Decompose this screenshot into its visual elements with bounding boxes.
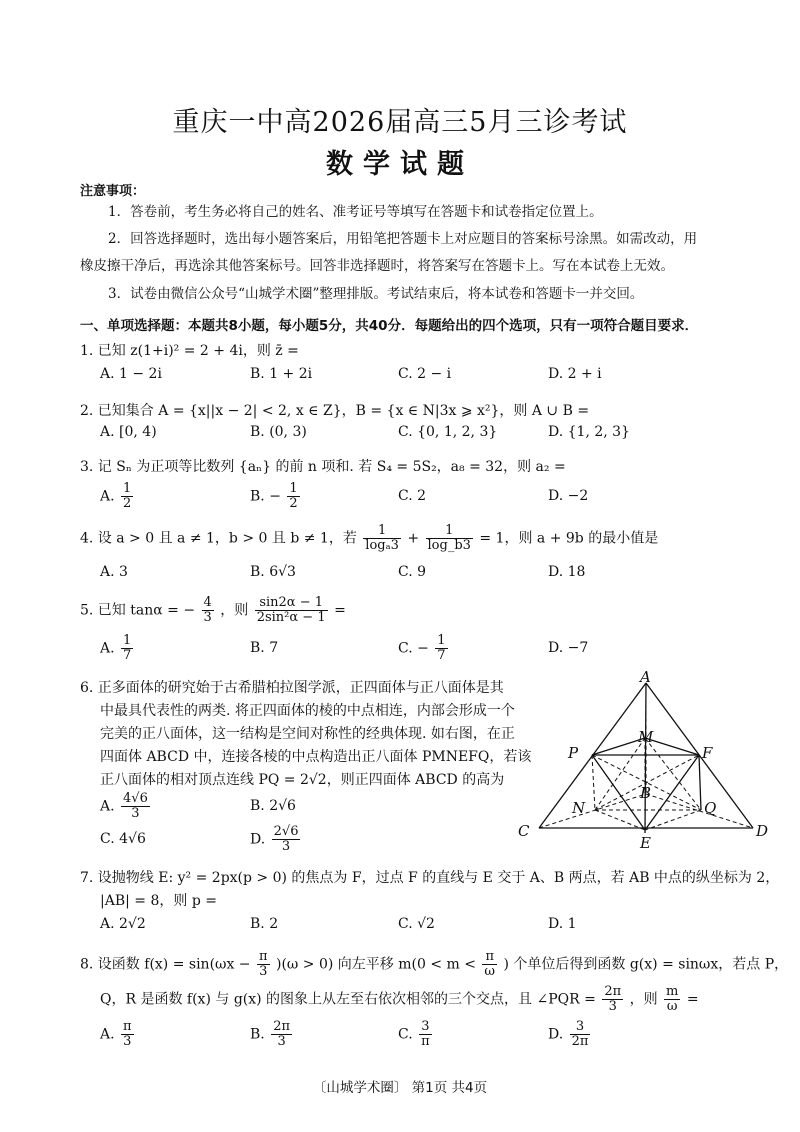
q8-option-a-fraction: $\frac{\pi}{3}$ <box>123 1019 132 1049</box>
q5-option-c-fraction: $\frac{1}{7}$ <box>437 633 446 663</box>
label-e: E <box>640 834 651 850</box>
q3-option-b-fraction: $\frac{1}{2}$ <box>289 481 298 511</box>
q5-option-b: B. 7 <box>250 640 279 656</box>
q7-option-b: B. 2 <box>250 916 279 932</box>
notice-item-1: 1．答卷前，考生务必将自己的姓名、准考证号等填写在答题卡和试卷指定位置上。 <box>108 204 603 220</box>
q1-option-a: A. 1 − 2i <box>100 366 162 382</box>
question-7-line-1: 7. 设抛物线 E: y² = 2px(p > 0) 的焦点为 F，过点 F 的直线与 E 交于 A、B 两点，若 AB 中点的纵坐标为 2， <box>80 870 780 886</box>
question-8-line-1: 8. 设函数 f(x) = sin(ωx − $\frac{\pi}{3}$ )(ω > 0) 向左平移 m(0 < m < $\frac{\pi}{\omega}$ ) 个单位后得到函数 g(x) = sinωx，若点 P， <box>80 949 789 979</box>
q3-option-d: D. −2 <box>548 488 589 504</box>
q8-frac-2pi-3: $\frac{2\pi}{3}$ <box>604 984 622 1014</box>
edge-pn <box>592 755 595 810</box>
question-1-stem: 1. 已知 z(1+i)² = 2 + 4i，则 z̄ = <box>80 343 299 359</box>
edge-fe <box>645 755 699 830</box>
notice-heading: 注意事项： <box>80 184 146 199</box>
q6-option-c: C. 4√6 <box>100 831 146 847</box>
q4-fraction-1: $\frac{1}{\text{logₐ3}}$ <box>365 523 399 553</box>
q8-option-a: A. $\frac{\pi}{3}$ <box>100 1019 132 1049</box>
q1-option-b: B. 1 + 2i <box>250 366 313 382</box>
question-3-stem: 3. 记 Sₙ 为正项等比数列 {aₙ} 的前 n 项和. 若 S₄ = 5S₂，a₈ = 32，则 a₂ = <box>80 459 566 475</box>
q7-option-c: C. √2 <box>398 916 435 932</box>
q8-option-d: D. $\frac{3}{2\pi}$ <box>548 1019 589 1049</box>
q3-option-a-label: A. <box>100 488 115 505</box>
q4-option-a: A. 3 <box>100 564 128 580</box>
q8-option-c-fraction: $\frac{3}{\pi}$ <box>421 1019 430 1049</box>
q5-option-d: D. −7 <box>548 640 589 656</box>
q4-option-d: D. 18 <box>548 564 586 580</box>
q7-option-a: A. 2√2 <box>100 916 146 932</box>
question-7-line-2: |AB| = 8，则 p = <box>100 893 217 909</box>
q6-option-d-fraction: $\frac{2√6}{3}$ <box>273 824 299 854</box>
q6-option-a: A. $\frac{4√6}{3}$ <box>100 791 148 821</box>
edge-nm <box>595 738 645 810</box>
q3-option-b-label: B. − <box>250 488 281 505</box>
q5-fraction-1: $\frac{4}{3}$ <box>203 595 212 625</box>
question-6-line-4: 四面体 ABCD 中，连接各棱的中点构造出正八面体 PMNEFQ，若该 <box>100 749 532 765</box>
q4-fraction-2: $\frac{1}{\log\_b3}$ <box>427 523 471 553</box>
edge-mq <box>645 738 701 810</box>
edge-bd <box>646 794 753 828</box>
label-p: P <box>568 744 579 762</box>
question-6-line-5: 正八面体的相对顶点连线 PQ = 2√2，则正四面体 ABCD 的高为 <box>100 772 505 788</box>
question-8-line-2: Q，R 是函数 f(x) 与 g(x) 的图象上从左至右依次相邻的三个交点，且 ∠PQR = $\frac{2\pi}{3}$ ，则 $\frac{m}{\omega}$ = <box>100 984 699 1014</box>
label-b: B <box>640 784 652 802</box>
q1-option-c: C. 2 − i <box>398 366 452 382</box>
q7-option-d: D. 1 <box>548 916 577 932</box>
q6-option-a-fraction: $\frac{4√6}{3}$ <box>123 791 148 821</box>
question-6-line-1: 6. 正多面体的研究始于古希腊柏拉图学派，正四面体与正八面体是其 <box>80 680 504 696</box>
notice-item-3: 3．试卷由微信公众号“山城学术圈”整理排版。考试结束后，将本试卷和答题卡一并交回。 <box>108 286 644 302</box>
q2-option-c: C. {0, 1, 2, 3} <box>398 424 498 440</box>
q3-option-a <box>100 482 135 511</box>
q6-option-b: B. 2√6 <box>250 798 296 814</box>
exam-subtitle: 数学试题 <box>326 149 474 180</box>
q8-option-b-fraction: $\frac{2\pi}{3}$ <box>273 1019 291 1049</box>
q2-option-d: D. {1, 2, 3} <box>548 424 630 440</box>
q8-option-c: C. $\frac{3}{\pi}$ <box>398 1019 430 1049</box>
q6-option-d: D. $\frac{2√6}{3}$ <box>250 824 299 854</box>
q8-option-b: B. $\frac{2\pi}{3}$ <box>250 1019 291 1049</box>
notice-item-2: 2．回答选择题时，选出每小题答案后，用铅笔把答题卡上对应题目的答案标号涂黑。如需改动，用 <box>108 231 698 247</box>
label-c: C <box>518 822 530 840</box>
label-n: N <box>572 799 586 817</box>
q1-option-d: D. 2 + i <box>548 366 602 382</box>
section-title: 一、单项选择题：本题共8小题，每小题5分，共40分．每题给出的四个选项，只有一项符合题目要求． <box>80 318 699 334</box>
edge-qe <box>645 810 701 830</box>
tetrahedron-figure <box>510 670 780 850</box>
question-4-stem: 4. 设 a > 0 且 a ≠ 1，b > 0 且 b ≠ 1，若 $\frac{1}{\text{logₐ3}}$ + $\frac{1}{\log\_b3}$ = 1，则 a + 9b 的最小值是 <box>80 523 659 553</box>
label-q: Q <box>704 799 717 817</box>
notice-item-2-cont: 橡皮擦干净后，再选涂其他答案标号。回答非选择题时，将答案写在答题卡上。写在本试卷上无效。 <box>80 258 674 274</box>
label-a: A <box>640 670 651 686</box>
q8-option-d-fraction: $\frac{3}{2\pi}$ <box>571 1019 589 1049</box>
q5-fraction-2: $\frac{\sin 2\alpha - 1}{\text{2sin²α − 1}}$ <box>256 595 326 625</box>
question-5-stem: 5. 已知 tanα = − $\frac{4}{3}$ ，则 $\frac{\sin 2\alpha - 1}{\text{2sin²α − 1}}$ = <box>80 595 346 625</box>
q3-option-c: C. 2 <box>398 488 427 504</box>
q3-option-a-fraction: $\frac{1}{2}$ <box>123 481 132 511</box>
q5-option-a-fraction: $\frac{1}{7}$ <box>123 633 132 663</box>
page-footer: 〔山城学术圈〕 第1页 共4页 <box>312 1080 488 1096</box>
edge-fq <box>699 755 701 810</box>
q4-option-b: B. 6√3 <box>250 564 296 580</box>
exam-title: 重庆一中高2026届高三5月三诊考试 <box>172 107 628 138</box>
label-m: M <box>638 728 654 746</box>
q3-option-b <box>250 482 302 511</box>
question-6-line-2: 中最具代表性的两类. 将正四面体的棱的中点相连，内部会形成一个 <box>100 703 515 719</box>
q2-option-a: A. [0, 4) <box>100 424 157 440</box>
q8-frac-pi-3: $\frac{\pi}{3}$ <box>258 949 268 979</box>
q5-option-a: A. $\frac{1}{7}$ <box>100 633 132 663</box>
edge-cb <box>539 794 646 828</box>
question-6-line-3: 完美的正八面体，这一结构是空间对称性的经典体现. 如右图，在正 <box>100 726 515 742</box>
q2-option-b: B. (0, 3) <box>250 424 307 440</box>
label-f: F <box>702 744 713 762</box>
question-2-stem: 2. 已知集合 A = {x||x − 2| < 2, x ∈ Z}，B = {x ∈ N|3x ⩾ x²}，则 A ∪ B = <box>80 403 590 419</box>
q5-option-c: C. − $\frac{1}{7}$ <box>398 633 446 663</box>
label-d: D <box>756 822 769 840</box>
edge-pe <box>592 755 645 830</box>
q4-option-c: C. 9 <box>398 564 427 580</box>
q8-frac-pi-omega: $\frac{\pi}{\omega}$ <box>484 949 496 979</box>
q8-frac-m-omega: $\frac{m}{\omega}$ <box>666 984 679 1014</box>
